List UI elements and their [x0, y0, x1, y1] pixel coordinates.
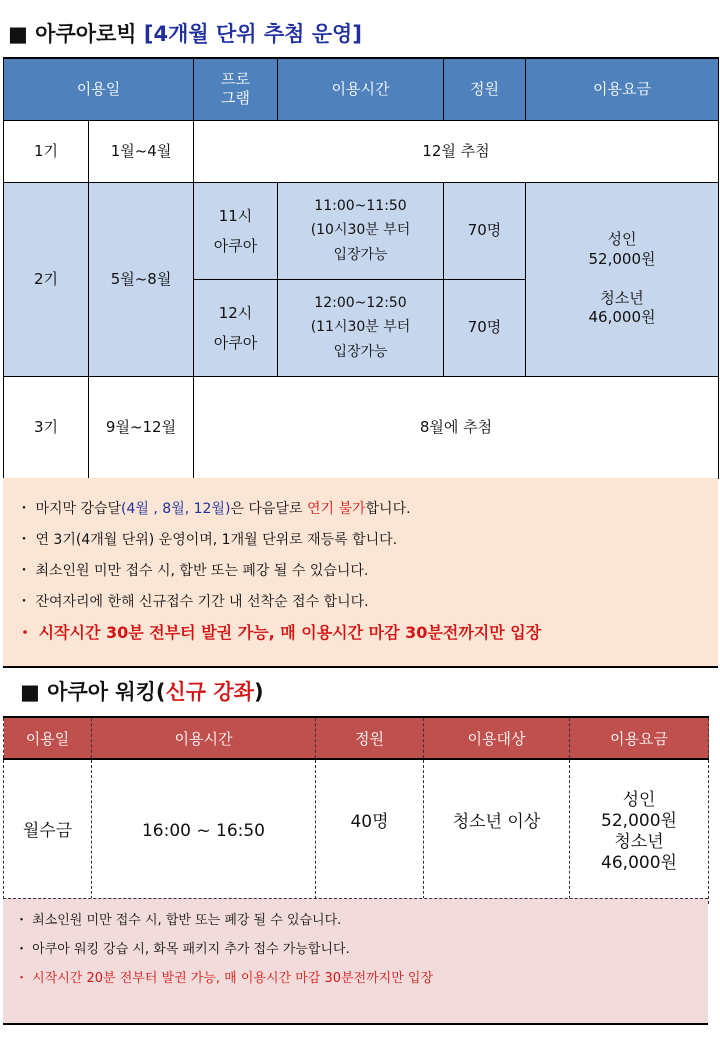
note-minimum: ・ 최소인원 미만 접수 시, 합반 또는 폐강 될 수 있습니다.	[17, 563, 369, 579]
time-11: 11:00~11:50 (10시30분 부터 입장가능	[278, 182, 444, 279]
lottery-note-1: 12월 추첨	[194, 120, 719, 182]
walking-note-minimum: ・ 최소인원 미만 접수 시, 합반 또는 폐강 될 수 있습니다.	[15, 913, 342, 928]
section2-title-prefix: ■ 아쿠아 워킹	[20, 680, 156, 704]
walking-header-capacity: 정원	[316, 717, 424, 759]
section2-paren-open: (	[155, 680, 166, 704]
header-capacity: 정원	[444, 58, 526, 120]
header-time: 이용시간	[278, 58, 444, 120]
walking-capacity: 40명	[316, 759, 424, 904]
aquarobic-table	[3, 57, 719, 479]
time-12: 12:00~12:50 (11시30분 부터 입장가능	[278, 279, 444, 376]
lottery-note-3: 8월에 추첨	[194, 376, 719, 478]
capacity-12: 70명	[444, 279, 526, 376]
months-3: 9월~12월	[89, 376, 194, 478]
program-11: 11시 아쿠아	[194, 182, 278, 279]
header-date: 이용일	[4, 58, 194, 120]
note-term: ・ 연 3기(4개월 단위) 운영이며, 1개월 단위로 재등록 합니다.	[17, 532, 398, 548]
section1-title-bracket: [4개월 단위 추첨 운영]	[143, 22, 362, 46]
months-1: 1월~4월	[89, 120, 194, 182]
term-1: 1기	[4, 120, 89, 182]
term-2: 2기	[4, 182, 89, 376]
term-3: 3기	[4, 376, 89, 478]
header-program	[194, 58, 278, 120]
note-text: 합니다.	[365, 501, 411, 517]
program-12: 12시 아쿠아	[194, 279, 278, 376]
walking-header-time: 이용시간	[92, 717, 316, 759]
walking-days: 월수금	[4, 759, 92, 904]
walking-time: 16:00 ~ 16:50	[92, 759, 316, 904]
walking-header-target: 이용대상	[424, 717, 570, 759]
section2-title-new: 신규 강좌	[165, 680, 254, 704]
note-text: ・ 마지막 강습달	[17, 501, 122, 517]
note-text: 은 다음달로	[230, 501, 307, 517]
walking-note-entry-time: ・ 시작시간 20분 전부터 발권 가능, 매 이용시간 마감 30분전까지만 입장	[15, 971, 434, 986]
note-entry-time: ・ 시작시간 30분 전부터 발권 가능, 매 이용시간 마감 30분전까지만 입장	[17, 623, 542, 642]
note-no-postpone: 연기 불가	[306, 501, 366, 517]
section2-title	[20, 676, 264, 706]
note-vacancy: ・ 잔여자리에 한해 신규접수 기간 내 선착순 접수 합니다.	[17, 594, 369, 610]
capacity-11: 70명	[444, 182, 526, 279]
walking-note-package: ・ 아쿠아 워킹 강습 시, 화목 패키지 추가 접수 가능합니다.	[15, 942, 350, 957]
header-program-label: 프로 그램	[221, 69, 250, 108]
walking-fee: 성인 52,000원 청소년 46,000원	[570, 759, 709, 904]
section2-paren-close: )	[253, 680, 264, 704]
walking-header-fee: 이용요금	[570, 717, 709, 759]
aqua-walking-notes	[3, 898, 708, 1025]
note-months: (4월 , 8월, 12월)	[121, 501, 231, 517]
walking-target: 청소년 이상	[424, 759, 570, 904]
section1-title	[8, 18, 362, 48]
section1-title-prefix: ■ 아쿠아로빅	[8, 22, 137, 46]
aquarobic-notes	[3, 478, 718, 668]
fee-aquarobic: 성인 52,000원 청소년 46,000원	[526, 182, 719, 376]
months-2: 5월~8월	[89, 182, 194, 376]
note-last-month	[17, 498, 718, 529]
header-fee: 이용요금	[526, 58, 719, 120]
aqua-walking-table	[3, 716, 709, 904]
walking-header-days: 이용일	[4, 717, 92, 759]
